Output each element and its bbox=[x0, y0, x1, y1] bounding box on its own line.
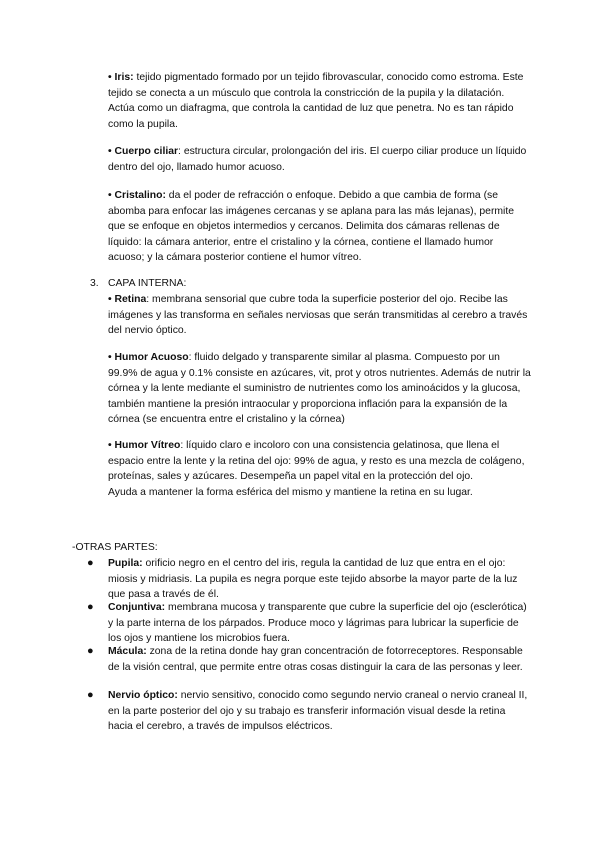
retina-text: : membrana sensorial que cubre toda la superficie posterior del ojo. Recibe las imágenes y las transforma en señales nerviosas que serán transmitidas al cerebro a través del nervio óptico. bbox=[108, 294, 528, 337]
list-item-term: Conjuntiva: bbox=[108, 602, 166, 613]
bullet-icon: ● bbox=[87, 601, 94, 613]
humor-vitreo-paragraph bbox=[108, 438, 532, 500]
retina-paragraph bbox=[108, 292, 532, 339]
humor-acuoso-text: : fluido delgado y transparente similar al plasma. Compuesto por un 99.9% de agua y 0.1% consiste en azúcares, vit, prot y otros nutrientes. Además de nutrir la córnea y la lente mediante el suministro de nutrientes como los aminoácidos y la glucosa, también mantiene la presión intraocular y proporciona inflación para la expansión de la córnea (se encuentra entre el cristalino y la córnea) bbox=[108, 352, 531, 426]
iris-paragraph bbox=[108, 70, 532, 132]
list-item-term: Mácula: bbox=[108, 646, 147, 657]
list-item-text: membrana mucosa y transparente que cubre la superficie del ojo (esclerótica) y la parte interna de los párpados. Produce moco y lágrimas para lubricar la superficie de los ojos y mantiene los microbios fuera. bbox=[108, 602, 527, 645]
list-item bbox=[108, 644, 528, 675]
section-heading: CAPA INTERNA: bbox=[108, 278, 187, 289]
list-item bbox=[108, 556, 528, 603]
iris-text: tejido pigmentado formado por un tejido fibrovascular, conocido como estroma. Este tejido se conecta a un músculo que controla la constricción de la pupila y la dilatación. Actúa como un diafragma, que controla la cantidad de luz que penetra. No es tan rápido como la pupila. bbox=[108, 72, 524, 130]
list-item-text: orificio negro en el centro del iris, regula la cantidad de luz que entra en el ojo: miosis y midriasis. La pupila es negra porque este tejido absorbe la mayor parte de la luz que pasa a través de él. bbox=[108, 558, 518, 601]
list-item-term: Pupila: bbox=[108, 558, 143, 569]
iris-term: • Iris: bbox=[108, 72, 134, 83]
humor-vitreo-term: • Humor Vítreo bbox=[108, 440, 181, 451]
cuerpo-ciliar-term: • Cuerpo ciliar bbox=[108, 146, 179, 157]
list-item-text: nervio sensitivo, conocido como segundo nervio craneal o nervio craneal II, en la parte posterior del ojo y su trabajo es transferir información visual desde la retina hacia el cerebro, a través de impulsos eléctricos. bbox=[108, 690, 528, 733]
humor-vitreo-text: : líquido claro e incoloro con una consistencia gelatinosa, que llena el espacio entre la lente y la retina del ojo: 99% de agua, y resto es una mezcla de colágeno, proteínas, sales y azúcares. Desempeña un papel vital en la protección del ojo. bbox=[108, 440, 525, 483]
cuerpo-ciliar-text: : estructura circular, prolongación del iris. El cuerpo ciliar produce un líquido dentro del ojo, llamado humor acuoso. bbox=[108, 146, 527, 173]
humor-acuoso-term: • Humor Acuoso bbox=[108, 352, 189, 363]
bullet-icon: ● bbox=[87, 689, 94, 701]
bullet-icon: ● bbox=[87, 645, 94, 657]
list-item-text: zona de la retina donde hay gran concentración de fotorreceptores. Responsable de la visión central, que permite entre otras cosas distinguir la cara de las personas y leer. bbox=[108, 646, 523, 673]
cuerpo-ciliar-paragraph bbox=[108, 144, 532, 175]
list-item bbox=[108, 600, 528, 647]
retina-term: • Retina bbox=[108, 294, 147, 305]
bullet-icon: ● bbox=[87, 557, 94, 569]
humor-acuoso-paragraph bbox=[108, 350, 532, 428]
list-item bbox=[108, 688, 528, 735]
cristalino-paragraph bbox=[108, 188, 532, 266]
cristalino-text: da el poder de refracción o enfoque. Debido a que cambia de forma (se abomba para enfocar las imágenes cercanas y se aplana para las más lejanas), permite que se enfoque en objetos intermedios y cercanos. Delimita dos cámaras rellenas de líquido: la cámara anterior, entre el cristalino y la córnea, contiene el llamado humor acuoso; y la cámara posterior contiene el humor vítreo. bbox=[108, 190, 515, 264]
cristalino-term: • Cristalino: bbox=[108, 190, 166, 201]
humor-vitreo-text-2: Ayuda a mantener la forma esférica del mismo y mantiene la retina en su lugar. bbox=[108, 486, 473, 498]
section-number: 3. bbox=[90, 278, 99, 289]
otras-partes-heading: -OTRAS PARTES: bbox=[72, 542, 158, 553]
list-item-term: Nervio óptico: bbox=[108, 690, 178, 701]
